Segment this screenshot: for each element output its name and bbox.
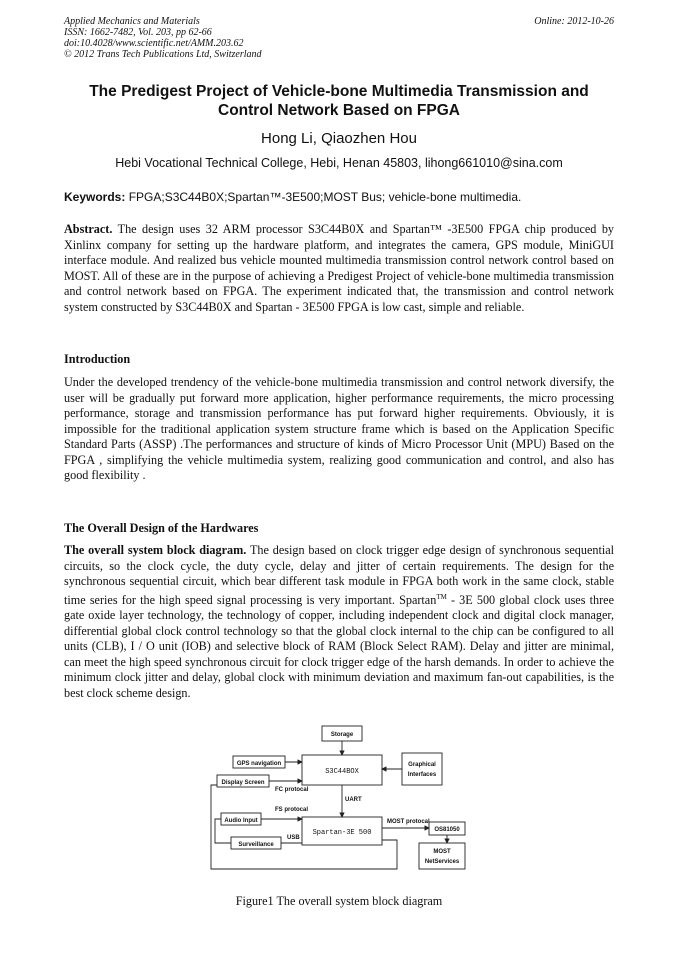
- graphical-block: [402, 753, 442, 785]
- hardware-heading: The Overall Design of the Hardwares: [64, 521, 259, 535]
- most-block: [419, 843, 465, 869]
- journal-header: [64, 16, 262, 60]
- copyright: © 2012 Trans Tech Publications Ltd, Switzerland: [64, 49, 262, 60]
- hardware-text-a: The design based on clock trigger edge design of synchronous sequential circuits, so the clock cycle, the duty cycle, delay and jitter of certain requirements. The design for the synchronous sequential circuit, which bear different task module in FPGA both work in the same clock, stable time series for the high speed signal processing is very important. Spartan: [64, 543, 615, 607]
- display-label: Display Screen: [221, 780, 265, 786]
- abstract-text: The design uses 32 ARM processor S3C44B0X and Spartan™ -3E500 FPGA chip produced by Xinlinx company for setting up the hardware platform, and integrates the camera, GPS module, MiniGUI interface module. And realized bus vehicle mounted multimedia transmission control network control based on MOST. All of these are in the purpose of achieving a Predigest Project of vehicle-bone multimedia transmission and control network based on FPGA. The experiment indicated that, the transmission and control network system constructed by S3C44B0X and Spartan - 3E500 FPGA is low cast, simple and reliable.: [64, 222, 615, 314]
- os-label: OS81050: [434, 827, 460, 833]
- system-block-diagram: [207, 725, 469, 871]
- trademark-sup: TM: [436, 592, 447, 601]
- affiliation: Hebi Vocational Technical College, Hebi, Henan 45803, lihong661010@sina.com: [115, 156, 563, 170]
- storage-label: Storage: [330, 732, 354, 738]
- cpu-label: S3C44BOX: [325, 768, 359, 776]
- graphical-label-2: Interfaces: [407, 772, 437, 778]
- fc-label: FC protocal: [275, 787, 309, 793]
- figure-caption: Figure1 The overall system block diagram: [235, 894, 443, 908]
- keywords: [64, 190, 614, 204]
- abstract-label: Abstract.: [64, 222, 113, 236]
- journal-name: Applied Mechanics and Materials: [64, 16, 200, 27]
- graphical-label-1: Graphical: [408, 762, 436, 768]
- abstract: [64, 222, 614, 315]
- introduction-heading: Introduction: [64, 352, 131, 366]
- audio-label: Audio Input: [224, 818, 258, 824]
- issn: ISSN: 1662-7482, Vol. 203, pp 62-66: [64, 27, 212, 38]
- most-label-2: NetServices: [424, 859, 460, 865]
- gps-label: GPS navigation: [236, 761, 282, 767]
- paper-title: The Predigest Project of Vehicle-bone Multimedia Transmission and Control Network Based on FPGA: [89, 83, 589, 119]
- introduction-text: Under the developed trendency of the vehicle-bone multimedia transmission and control network diversify, the user will be gradually put forward more application, higher performance requirements, the micro processing performance, storage and transmission performance has put forward higher requirements. Obviously, it is impossible for the traditional application system structure frame which is based on the Application Specific Standard Parts (ASSP) .The performances and structure of kinds of Micro Processor Unit (MPU) Based on the FPGA , simplifying the vehicle multimedia system, realizing good communication and control, and also has good flexibility .: [64, 375, 614, 482]
- surveillance-label: Surveillance: [238, 842, 274, 848]
- most-protocal-label: MOST protocal: [387, 819, 430, 825]
- hardware-sub-label: The overall system block diagram.: [64, 543, 247, 557]
- hardware-text: [64, 543, 614, 701]
- doi[interactable]: doi:10.4028/www.scientific.net/AMM.203.62: [64, 38, 244, 49]
- fpga-label: Spartan-3E 500: [312, 829, 372, 837]
- most-label-1: MOST: [433, 849, 451, 855]
- hardware-text-b: - 3E 500 global clock uses three gate oxide layer technology, the technology of copper, including independent clock and digital clock manager, differential global clock control technology so that the global clock internal to the chip can be configured to all units (CLB), I / O unit (IOB) and selective block of RAM (Block Select RAM). Delay and jitter are minimal, can meet the high speed synchronous circuit for clock trigger edge of the harsh demands. In order to achieve the minimum clock jitter and delay, global clock with minimum deviation and maximum fan-out capabilities, is the best clock scheme design.: [64, 592, 614, 700]
- fs-label: FS protocal: [275, 807, 309, 813]
- keywords-text: FPGA;S3C44B0X;Spartan™-3E500;MOST Bus; vehicle-bone multimedia.: [128, 190, 522, 204]
- uart-label: UART: [345, 797, 362, 803]
- online-date: Online: 2012-10-26: [534, 16, 614, 27]
- authors: Hong Li, Qiaozhen Hou: [261, 130, 417, 147]
- usb-label: USB: [287, 835, 300, 841]
- keywords-label: Keywords:: [64, 190, 126, 204]
